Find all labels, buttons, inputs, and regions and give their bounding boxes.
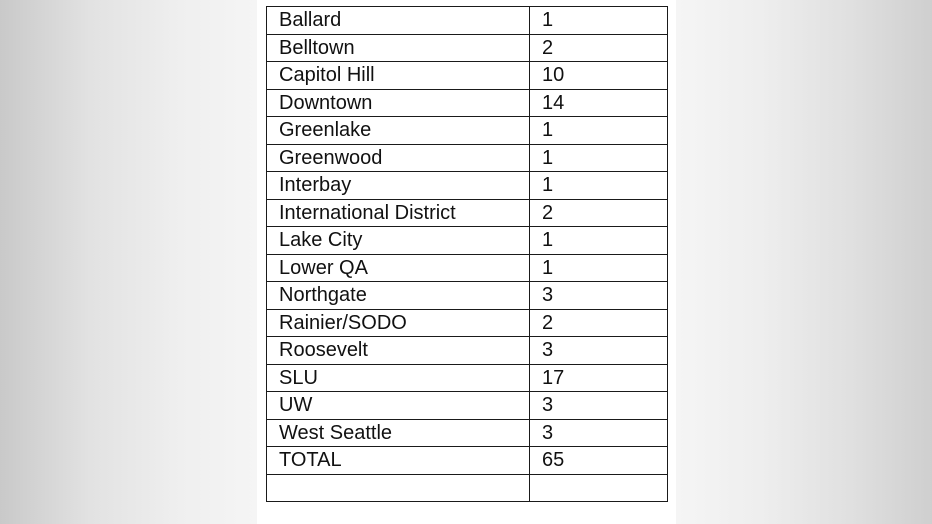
count-cell: 1 xyxy=(530,117,668,145)
neighborhood-cell: Belltown xyxy=(267,34,530,62)
neighborhood-cell: Greenwood xyxy=(267,144,530,172)
table-row xyxy=(267,337,668,365)
neighborhood-cell: Interbay xyxy=(267,172,530,200)
table-row xyxy=(267,7,668,35)
table-row xyxy=(267,172,668,200)
table-row xyxy=(267,199,668,227)
count-cell: 10 xyxy=(530,62,668,90)
neighborhood-cell: Northgate xyxy=(267,282,530,310)
empty-cell xyxy=(530,474,668,502)
table-row xyxy=(267,364,668,392)
count-cell: 3 xyxy=(530,282,668,310)
empty-cell xyxy=(267,474,530,502)
table-row xyxy=(267,254,668,282)
total-label-cell: TOTAL xyxy=(267,447,530,475)
table-row xyxy=(267,34,668,62)
neighborhood-cell: SLU xyxy=(267,364,530,392)
neighborhood-cell: West Seattle xyxy=(267,419,530,447)
count-cell: 2 xyxy=(530,309,668,337)
table-row xyxy=(267,144,668,172)
table-row xyxy=(267,309,668,337)
neighborhood-cell: Downtown xyxy=(267,89,530,117)
neighborhood-cell: UW xyxy=(267,392,530,420)
count-cell: 14 xyxy=(530,89,668,117)
count-cell: 3 xyxy=(530,337,668,365)
neighborhood-count-table xyxy=(266,6,668,502)
count-cell: 1 xyxy=(530,227,668,255)
count-cell: 17 xyxy=(530,364,668,392)
table-row xyxy=(267,392,668,420)
table-row xyxy=(267,227,668,255)
count-cell: 3 xyxy=(530,392,668,420)
count-cell: 1 xyxy=(530,7,668,35)
count-cell: 3 xyxy=(530,419,668,447)
count-cell: 1 xyxy=(530,172,668,200)
neighborhood-cell: Rainier/SODO xyxy=(267,309,530,337)
empty-row xyxy=(267,474,668,502)
neighborhood-cell: Greenlake xyxy=(267,117,530,145)
count-cell: 1 xyxy=(530,144,668,172)
neighborhood-cell: International District xyxy=(267,199,530,227)
table-row xyxy=(267,419,668,447)
neighborhood-cell: Capitol Hill xyxy=(267,62,530,90)
neighborhood-cell: Roosevelt xyxy=(267,337,530,365)
total-row xyxy=(267,447,668,475)
count-cell: 1 xyxy=(530,254,668,282)
neighborhood-cell: Ballard xyxy=(267,7,530,35)
table-row xyxy=(267,282,668,310)
table-row xyxy=(267,117,668,145)
total-count-cell: 65 xyxy=(530,447,668,475)
count-cell: 2 xyxy=(530,34,668,62)
table-row xyxy=(267,89,668,117)
neighborhood-cell: Lake City xyxy=(267,227,530,255)
table-row xyxy=(267,62,668,90)
neighborhood-cell: Lower QA xyxy=(267,254,530,282)
count-cell: 2 xyxy=(530,199,668,227)
